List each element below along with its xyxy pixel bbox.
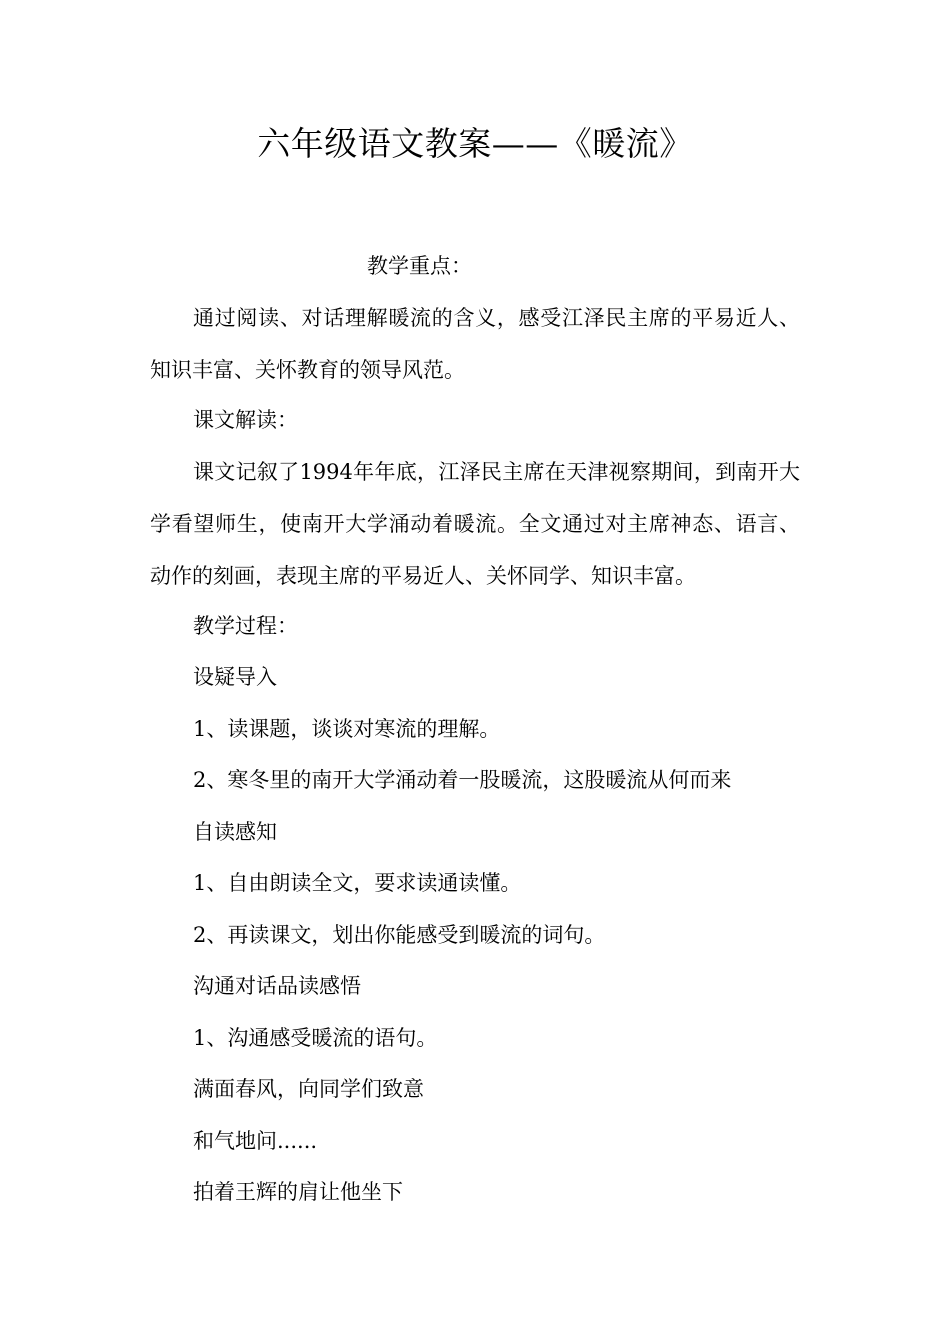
quote-line: 拍着王辉的肩让他坐下 [193,1180,403,1204]
process-heading: 教学过程： [193,614,298,638]
list-item: 2、寒冬里的南开大学涌动着一股暖流，这股暖流从何而来 [193,768,732,792]
list-item: 1、沟通感受暖流的语句。 [193,1026,438,1050]
document-title: 六年级语文教案——《暖流》 [257,124,693,163]
list-item: 1、读课题，谈谈对寒流的理解。 [193,717,501,741]
section-heading-self-reading: 自读感知 [193,820,277,844]
key-points-paragraph: 通过阅读、对话理解暖流的含义，感受江泽民主席的平易近人、知识丰富、关怀教育的领导风范。 [150,306,800,382]
quote-line: 满面春风，向同学们致意 [193,1077,424,1101]
section-heading-intro: 设疑导入 [193,665,277,689]
quote-line: 和气地问...... [193,1129,318,1153]
section-heading-dialogue: 沟通对话品读感悟 [193,974,361,998]
list-item: 2、再读课文，划出你能感受到暖流的词句。 [193,923,606,947]
interpretation-paragraph: 课文记叙了1994年年底，江泽民主席在天津视察期间，到南开大学看望师生，使南开大学涌动着暖流。全文通过对主席神态、语言、动作的刻画，表现主席的平易近人、关怀同学、知识丰富。 [150,460,800,588]
list-item: 1、自由朗读全文，要求读通读懂。 [193,871,522,895]
interpretation-heading: 课文解读： [193,408,298,432]
key-points-heading: 教学重点： [367,254,472,278]
